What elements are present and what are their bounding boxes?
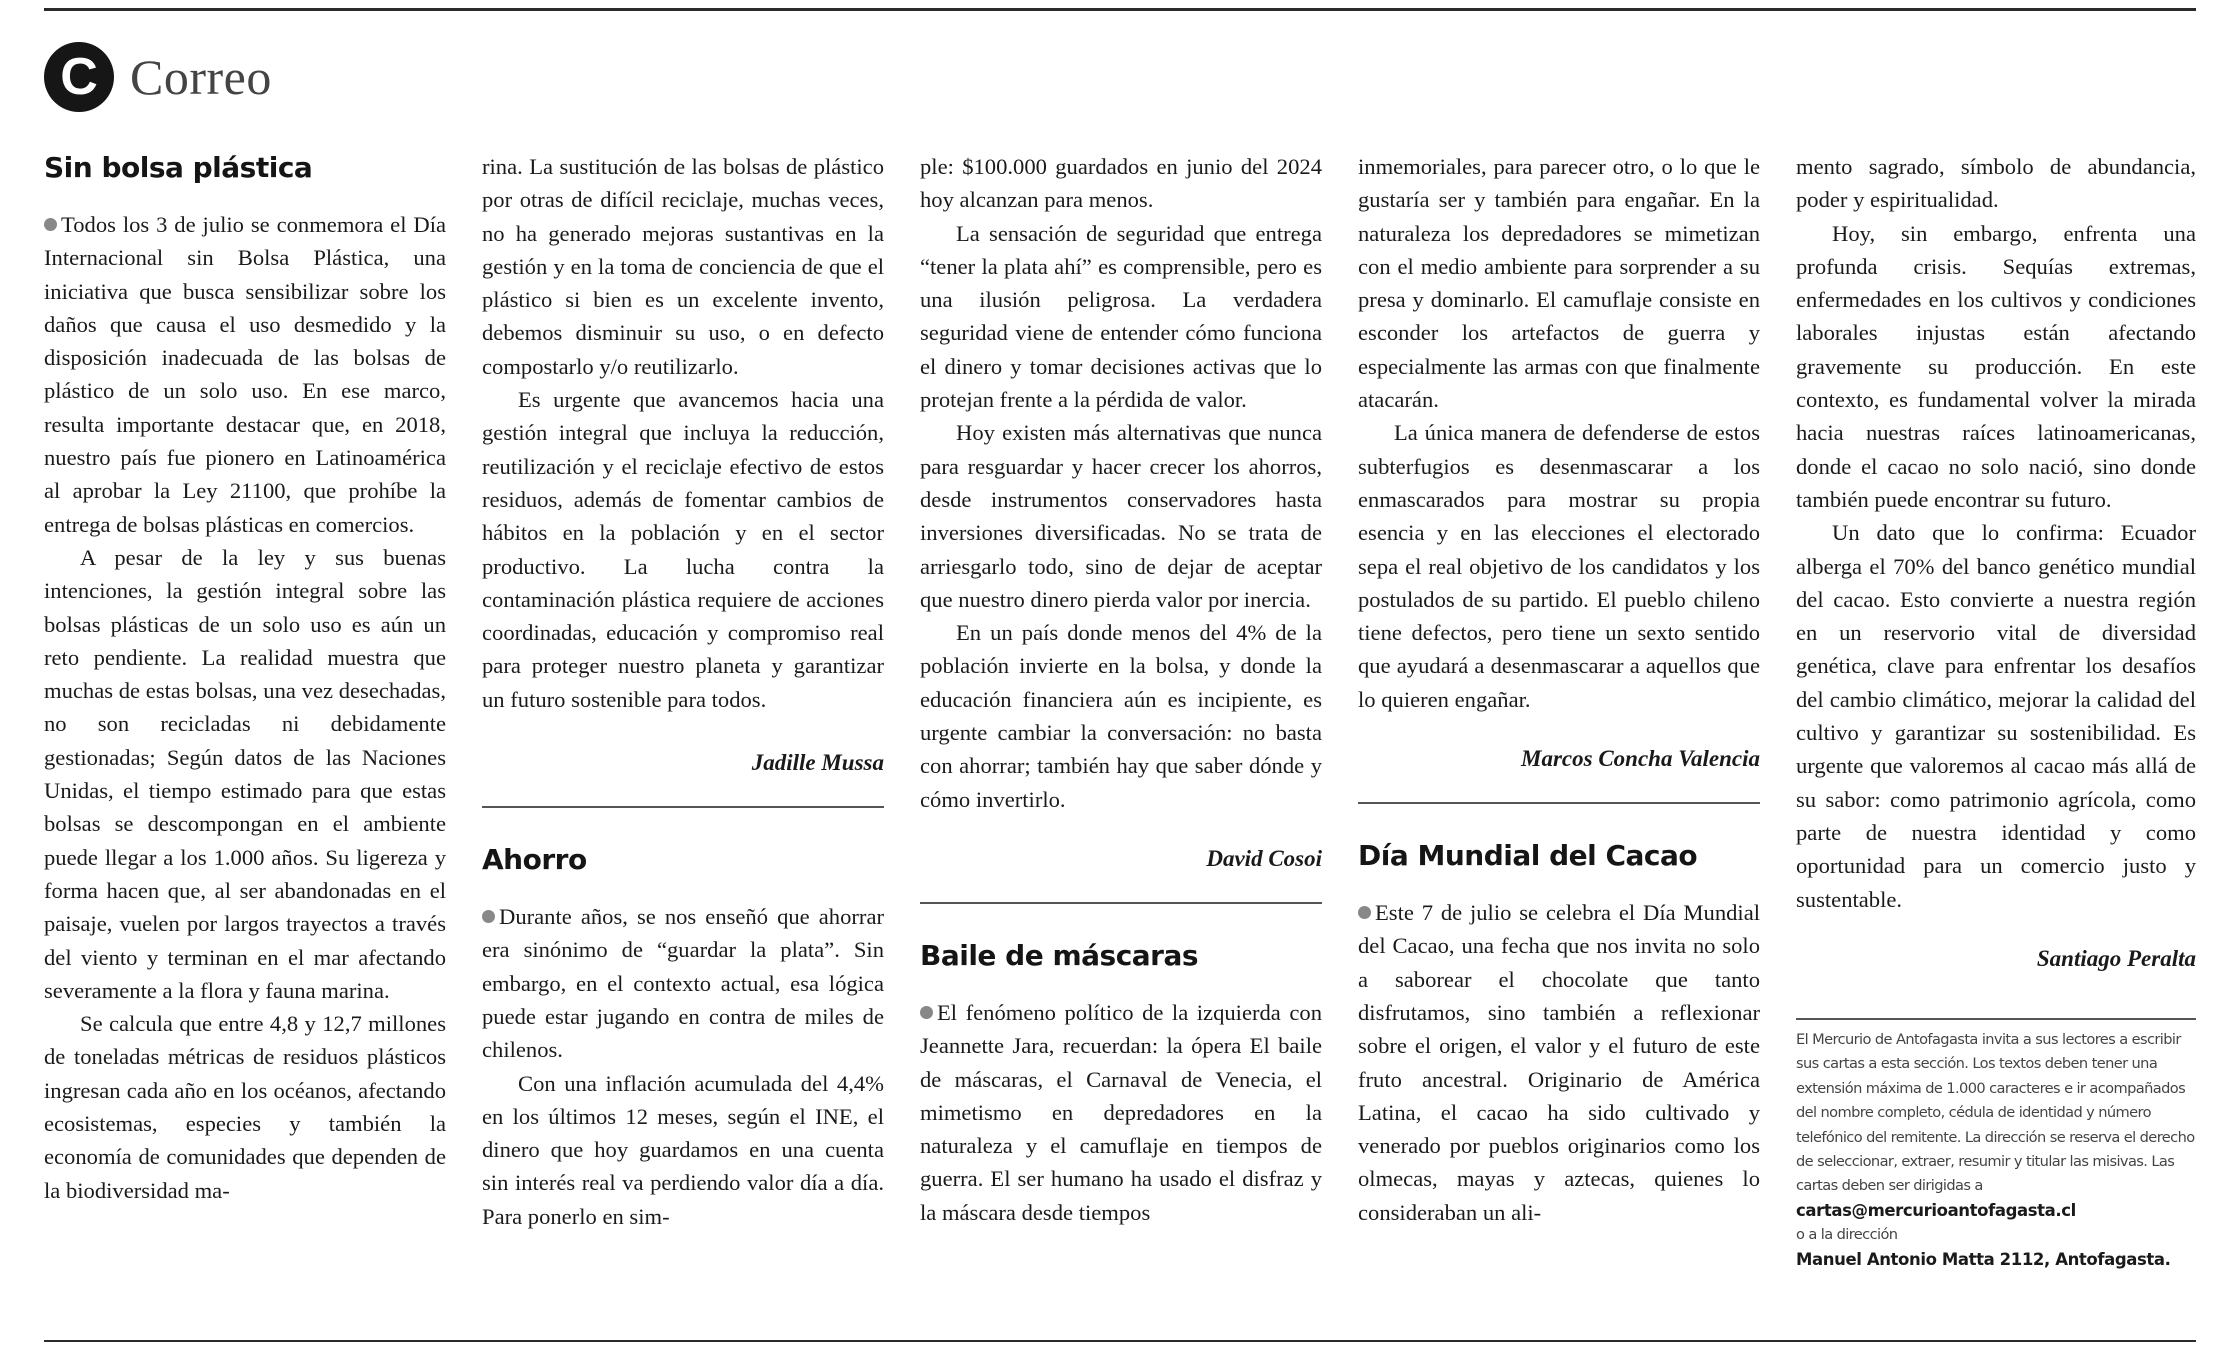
paragraph: Durante años, se nos enseñó que ahorrar era sinónimo de “guardar la plata”. Sin embargo, en el contexto actual, esa lógica puede estar jugando en contra de miles de chilenos. xyxy=(482,904,884,1063)
paragraph: mento sagrado, símbolo de abundancia, poder y espiritualidad. xyxy=(1796,154,2196,213)
paragraph: Con una inflación acumulada del 4,4% en los últimos 12 meses, según el INE, el dinero que hoy guardamos en una cuenta sin interés real va perdiendo valor día a día. Para ponerlo en sim- xyxy=(482,1070,884,1229)
paragraph: Este 7 de julio se celebra el Día Mundial del Cacao, una fecha que nos invita no solo a saborear el chocolate que tanto disfrutamos, sino también a reflexionar sobre el origen, el valor y el futuro de este fruto ancestral. Originario de América Latina, el cacao ha sido cultivado y venerado por pueblos originarios como los olmecas, mayas y aztecas, quienes lo consideraban un ali- xyxy=(1358,900,1760,1225)
paragraph: ple: $100.000 guardados en junio del 2024 hoy alcanzan para menos. xyxy=(920,154,1322,213)
notice-text: El Mercurio de Antofagasta invita a sus lectores a escribir sus cartas a esta sección. Los textos deben tener una extensión máxima de 1.000 caracteres e ir acompañados del nombre completo, cédula de identidad y número telefónico del remitente. La dirección se reserva el derecho de seleccionar, extraer, resumir y titular las misivas. Las cartas deben ser dirigidas a xyxy=(1796,1031,2195,1195)
column-3 xyxy=(920,150,1322,1229)
paragraph: Se calcula que entre 4,8 y 12,7 millones de toneladas métricas de residuos plásticos ingresan cada año en los océanos, afectando ecosistemas, especies y también la economía de comunidades que dependen de la biodiversidad ma- xyxy=(44,1011,446,1203)
paragraph: Es urgente que avancemos hacia una gestión integral que incluya la reducción, reutilización y el reciclaje efectivo de estos residuos, además de fomentar cambios de hábitos en la población y en el sector productivo. La lucha contra la contaminación plástica requiere de acciones coordinadas, educación y compromiso real para proteger nuestro planeta y garantizar un futuro sostenible para todos. xyxy=(482,387,884,712)
paragraph: Hoy, sin embargo, enfrenta una profunda crisis. Sequías extremas, enfermedades en los cultivos y condiciones laborales injustas están afectando gravemente su producción. En este contexto, es fundamental volver la mirada hacia nuestras raíces latinoamericanas, donde el cacao no solo nació, sino donde también puede encontrar su futuro. xyxy=(1796,220,2196,512)
letter-title: Ahorro xyxy=(482,843,587,877)
column-2 xyxy=(482,150,884,1233)
section-title: Correo xyxy=(130,49,272,105)
paragraph: Todos los 3 de julio se conmemora el Día Internacional sin Bolsa Plástica, una iniciativa que busca sensibilizar sobre los daños que causa el uso desmedido y la disposición inadecuada de las bolsas de plástico de un solo uso. En ese marco, resulta importante destacar que, en 2018, nuestro país fue pionero en Latinoamérica al aprobar la Ley 21100, que prohíbe la entrega de bolsas plásticas en comercios. xyxy=(44,212,446,537)
section-masthead xyxy=(44,42,272,112)
notice-address-label: o a la dirección xyxy=(1796,1226,1898,1244)
paragraph: La sensación de seguridad que entrega “tener la plata ahí” es comprensible, pero es una ilusión peligrosa. La verdadera seguridad viene de entender cómo funciona el dinero y tomar decisiones activas que lo protejan frente a la pérdida de valor. xyxy=(920,220,1322,413)
letter-author: David Cosoi xyxy=(1206,845,1322,871)
letter-author: Marcos Concha Valencia xyxy=(1521,746,1760,772)
notice-email[interactable]: cartas@mercurioantofagasta.cl xyxy=(1796,1200,2076,1220)
letter-title: Día Mundial del Cacao xyxy=(1358,839,1698,873)
divider xyxy=(1358,802,1760,804)
paragraph: El fenómeno político de la izquierda con Jeannette Jara, recuerdan: la ópera El baile de máscaras, el Carnaval de Venecia, el mimetismo en depredadores en la naturaleza y el camuflaje en tiempos de guerra. El ser humano ha usado el disfraz y la máscara desde tiempos xyxy=(920,999,1322,1225)
bottom-rule xyxy=(44,1340,2196,1342)
column-1 xyxy=(44,150,446,1207)
letter-title: Sin bolsa plástica xyxy=(44,151,313,184)
paragraph: Un dato que lo confirma: Ecuador alberga el 70% del banco genético mundial del cacao. Esto convierte a nuestra región en un reservorio vital de diversidad genética, clave para enfrentar los desafíos del cambio climático, mejorar la calidad del cultivo y garantizar su sostenibilidad. Es urgente que valoremos al cacao más allá de su sabor: como patrimonio agrícola, como parte de nuestra identidad y como oportunidad para un comercio justo y sustentable. xyxy=(1796,520,2196,912)
paragraph: En un país donde menos del 4% de la población invierte en la bolsa, y donde la educación financiera aún es incipiente, es urgente cambiar la conversación: no basta con ahorrar; también hay que saber dónde y cómo invertirlo. xyxy=(920,620,1322,812)
notice-address: Manuel Antonio Matta 2112, Antofagasta. xyxy=(1796,1249,2171,1269)
section-logo: C xyxy=(44,42,114,112)
letter-title: Baile de máscaras xyxy=(920,938,1199,972)
column-4 xyxy=(1358,150,1760,1229)
paragraph: La única manera de defenderse de estos subterfugios es desenmascarar a los enmascarados para mostrar su propia esencia y en las elecciones el electorado sepa el real objetivo de los candidatos y los postulados de su partido. El pueblo chileno tiene defectos, pero tiene un sexto sentido que ayudará a desenmascarar a aquellos que lo quieren engañar. xyxy=(1358,420,1760,712)
column-5 xyxy=(1796,150,2196,972)
divider xyxy=(482,806,884,808)
letter-author: Jadille Mussa xyxy=(751,750,884,776)
bullet-icon xyxy=(44,218,57,231)
top-rule xyxy=(44,8,2196,11)
bullet-icon xyxy=(1358,906,1371,919)
paragraph: A pesar de la ley y sus buenas intenciones, la gestión integral sobre las bolsas plásticas de un solo uso es aún un reto pendiente. La realidad muestra que muchas de estas bolsas, una vez desechadas, no son recicladas ni debidamente gestionadas; Según datos de las Naciones Unidas, el tiempo estimado para que estas bolsas se descompongan en el ambiente puede llegar a los 1.000 años. Su ligereza y forma hacen que, al ser abandonadas en el paisaje, vuelen por largos trayectos a través del viento y terminan en el mar afectando severamente a la flora y fauna marina. xyxy=(44,544,446,1003)
submission-notice xyxy=(1796,1018,2196,1272)
bullet-icon xyxy=(920,1006,933,1019)
letter-author: Santiago Peralta xyxy=(2036,945,2196,971)
bullet-icon xyxy=(482,910,495,923)
paragraph: Hoy existen más alternativas que nunca para resguardar y hacer crecer los ahorros, desde instrumentos conservadores hasta inversiones diversificadas. No se trata de arriesgarlo todo, sino de dejar de aceptar que nuestro dinero pierda valor por inercia. xyxy=(920,420,1322,612)
divider xyxy=(920,902,1322,904)
paragraph: rina. La sustitución de las bolsas de plástico por otras de difícil reciclaje, muchas veces, no ha generado mejoras sustantivas en la gestión y en la toma de conciencia de que el plástico si bien es un excelente invento, debemos disminuir su uso, o en defecto compostarlo y/o reutilizarlo. xyxy=(482,154,884,379)
paragraph: inmemoriales, para parecer otro, o lo que le gustaría ser y también para engañar. En la naturaleza los depredadores se mimetizan con el medio ambiente para sorprender a su presa y dominarlo. El camuflaje consiste en esconder los artefactos de guerra y especialmente las armas con que finalmente atacarán. xyxy=(1358,154,1760,413)
